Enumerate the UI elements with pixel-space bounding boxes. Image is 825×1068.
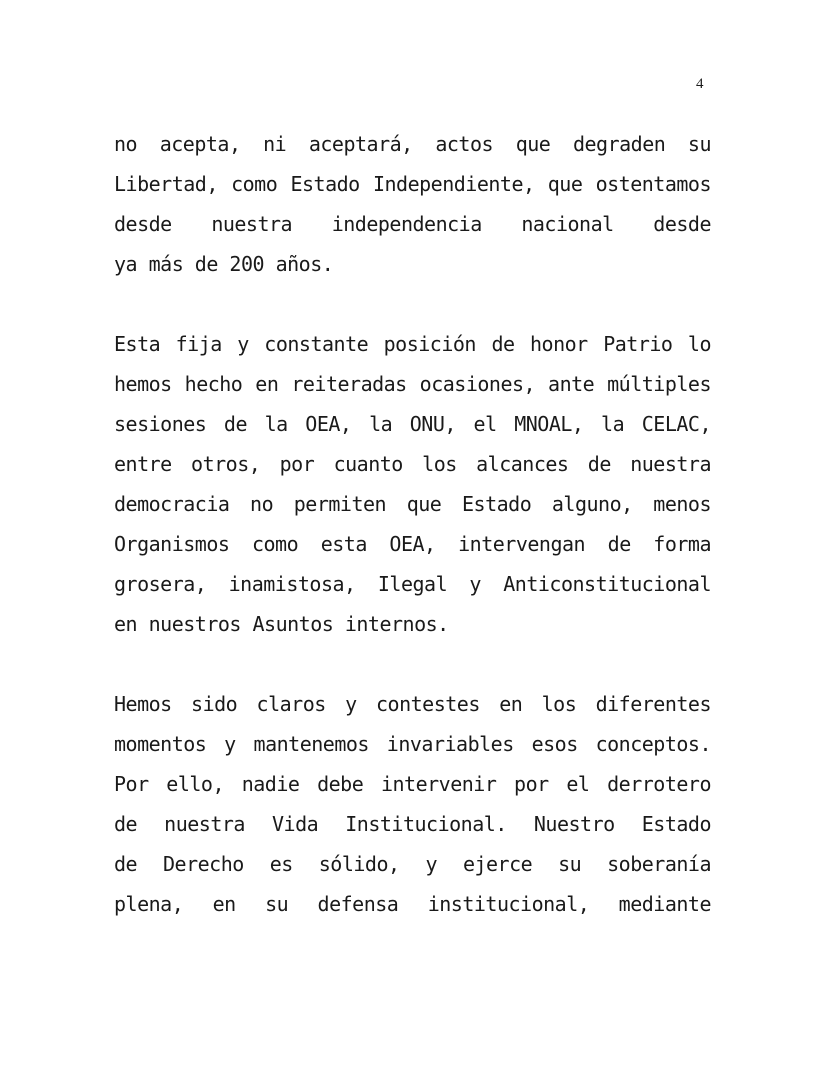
text-line: Esta fija y constante posición de honor Patrio lo [114,332,711,356]
text-line: desde nuestra independencia nacional desde [114,212,711,236]
text-line: ya más de 200 años. [114,252,334,276]
page-number: 4 [696,76,704,92]
text-line: plena, en su defensa institucional, mediante [114,892,711,916]
text-line: sesiones de la OEA, la ONU, el MNOAL, la CELAC, [114,412,711,436]
text-line: entre otros, por cuanto los alcances de nuestra [114,452,711,476]
text-line: hemos hecho en reiteradas ocasiones, ante múltiples [114,372,711,396]
text-line: de nuestra Vida Institucional. Nuestro Estado [114,812,711,836]
text-line: grosera, inamistosa, Ilegal y Anticonstitucional [114,572,711,596]
text-line: Por ello, nadie debe intervenir por el derrotero [114,772,711,796]
text-line: Hemos sido claros y contestes en los diferentes [114,692,711,716]
document-body [114,124,711,964]
text-line: momentos y mantenemos invariables esos conceptos. [114,732,711,756]
text-line: no acepta, ni aceptará, actos que degraden su [114,132,711,156]
paragraph-1 [114,124,711,284]
text-line: democracia no permiten que Estado alguno, menos [114,492,711,516]
text-line: Libertad, como Estado Independiente, que ostentamos [114,172,711,196]
paragraph-3 [114,684,711,924]
paragraph-2 [114,324,711,644]
text-line: Organismos como esta OEA, intervengan de forma [114,532,711,556]
text-line: de Derecho es sólido, y ejerce su soberanía [114,852,711,876]
text-line: en nuestros Asuntos internos. [114,612,449,636]
